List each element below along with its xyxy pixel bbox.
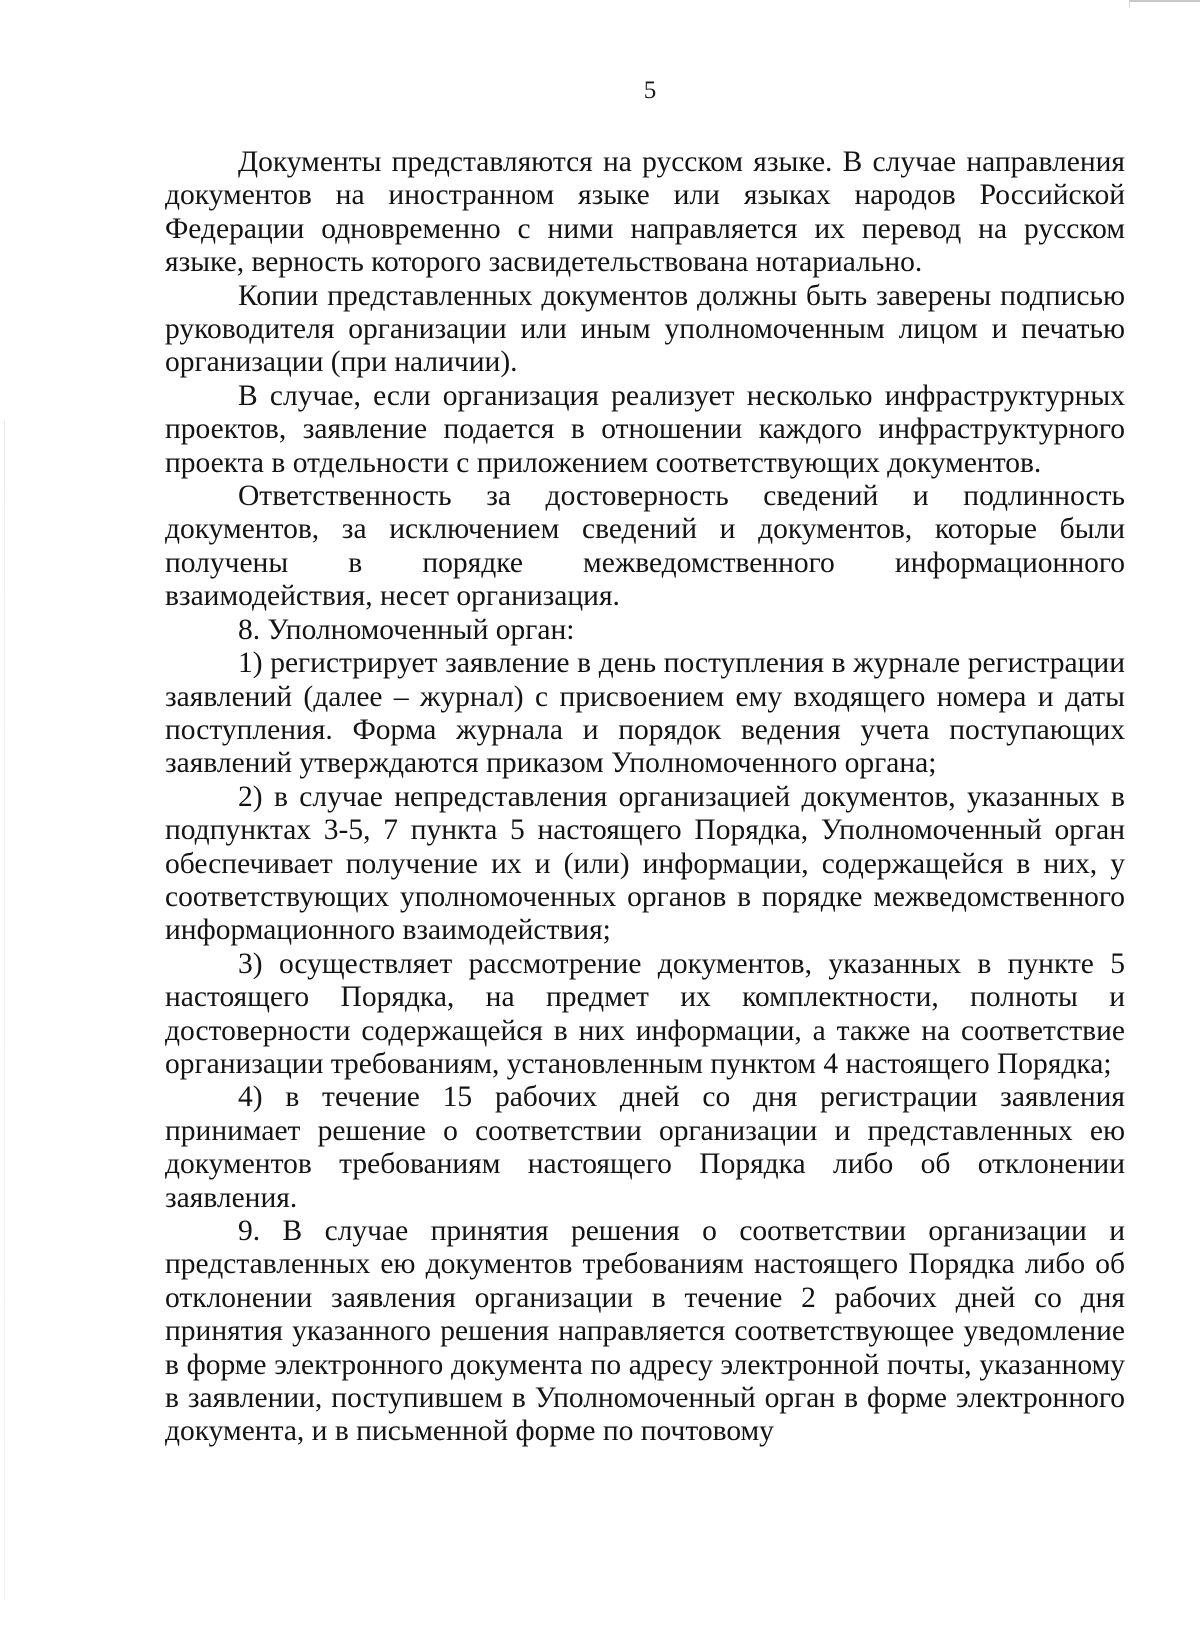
clause-8-heading: 8. Уполномоченный орган: [238,613,575,646]
paragraph-responsibility: Ответственность за достоверность сведений и подлинность документов, за исключением сведений и документов, которые были получены в порядке межведомственного информационного взаимодействия, несет организация. [165,480,1125,613]
page-number: 5 [643,77,657,104]
clause-8-item-3: 3) осуществляет рассмотрение документов, указанных в пункте 5 настоящего Порядка, на предмет их комплектности, полноты и достоверности содержащейся в них информации, а также на соответствие организации требованиям, установленным пунктом 4 настоящего Порядка; [165,947,1125,1080]
clause-8-item-1: 1) регистрирует заявление в день поступления в журнале регистрации заявлений (далее – журнал) с присвоением ему входящего номера и даты поступления. Форма журнала и порядок ведения учета поступающих заявлений утверждаются приказом Уполномоченного органа; [165,647,1125,780]
paragraph-copies-certification: Копии представленных документов должны быть заверены подписью руководителя организации или иным уполномоченным лицом и печатью организации (при наличии). [165,279,1125,379]
document-body [165,146,1125,1449]
scan-edge-mark [1129,0,1200,8]
clause-8-item-4: 4) в течение 15 рабочих дней со дня регистрации заявления принимает решение о соответствии организации и представленных ею документов требованиям настоящего Порядка либо об отклонении заявления. [165,1081,1125,1214]
clause-9: 9. В случае принятия решения о соответствии организации и представленных ею документов требованиям настоящего Порядка либо об отклонении заявления организации в течение 2 рабочих дней со дня принятия указанного решения направляется соответствующее уведомление в форме электронного документа по адресу электронной почты, указанному в заявлении, поступившем в Уполномоченный орган в форме электронного документа, и в письменной форме по почтовому [165,1215,1125,1448]
paragraph-multiple-projects: В случае, если организация реализует несколько инфраструктурных проектов, заявление подается в отношении каждого инфраструктурного проекта в отдельности с приложением соответствующих документов. [165,379,1125,479]
clause-8-item-2: 2) в случае непредставления организацией документов, указанных в подпунктах 3-5, 7 пункта 5 настоящего Порядка, Уполномоченный орган обеспечивает получение их и (или) информации, содержащейся в них, у соответствующих уполномоченных органов в порядке межведомственного информационного взаимодействия; [165,780,1125,947]
paragraph-documents-language: Документы представляются на русском языке. В случае направления документов на иностранном языке или языках народов Российской Федерации одновременно с ними направляется их перевод на русском языке, верность которого засвидетельствована нотариально. [165,146,1125,279]
scan-edge-line [4,420,5,1600]
